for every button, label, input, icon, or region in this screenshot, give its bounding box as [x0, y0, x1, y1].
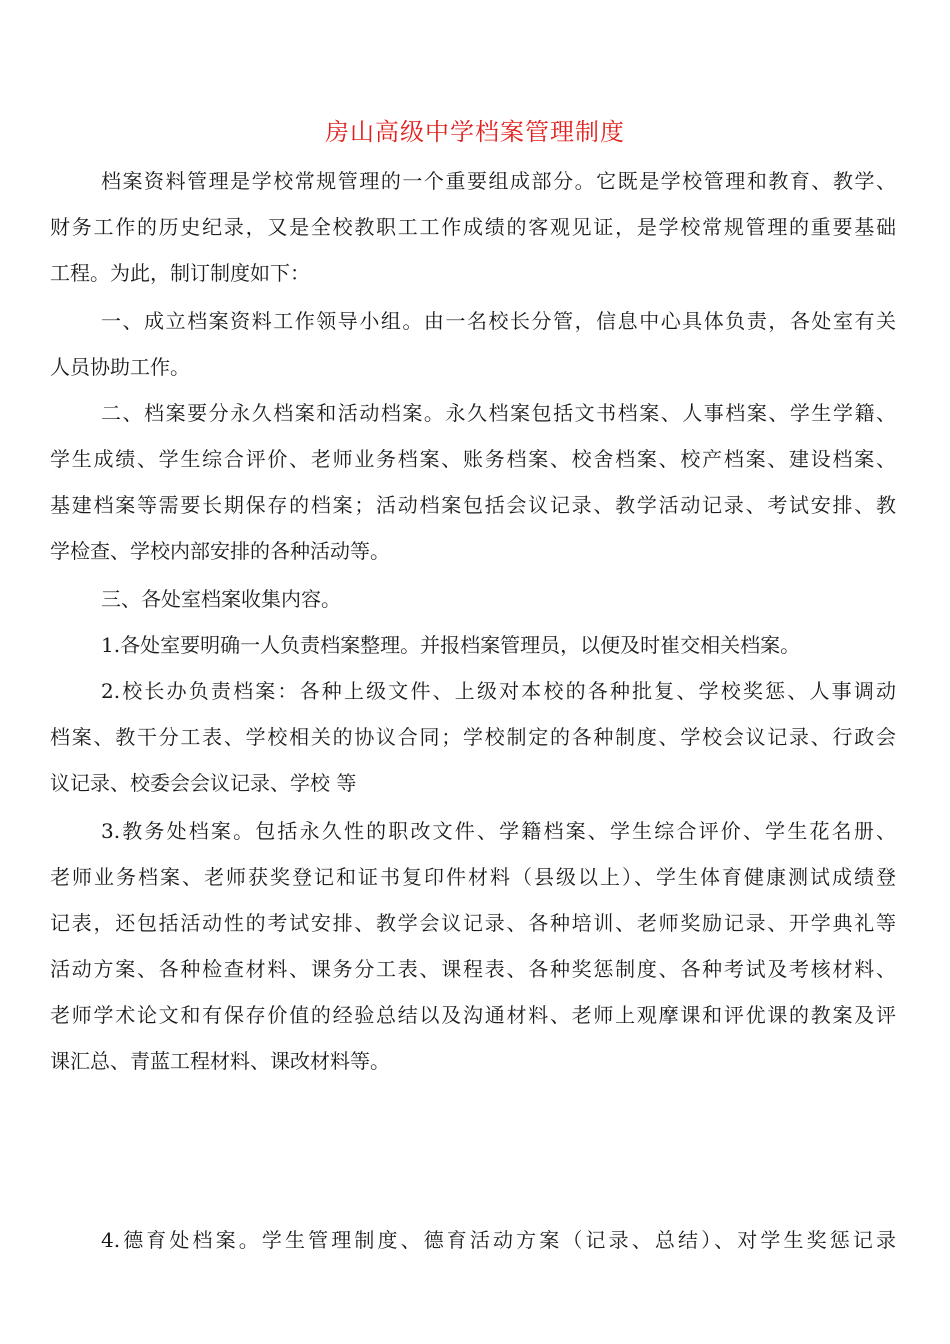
- paragraph-line: 学生成绩、学生综合评价、老师业务档案、账务档案、校舍档案、校产档案、建设档案、: [50, 447, 896, 471]
- paragraph-line: 老师业务档案、老师获奖登记和证书复印件材料（县级以上）、学生体育健康测试成绩登: [50, 865, 896, 889]
- paragraph-line: 财务工作的历史纪录，又是全校教职工工作成绩的客观见证，是学校常规管理的重要基础: [50, 215, 896, 239]
- paragraph-line: 活动方案、各种检查材料、课务分工表、课程表、各种奖惩制度、各种考试及考核材料、: [50, 957, 896, 981]
- paragraph-line: 一、成立档案资料工作领导小组。由一名校长分管，信息中心具体负责，各处室有关: [101, 309, 896, 333]
- paragraph-line: 3.教务处档案。包括永久性的职改文件、学籍档案、学生综合评价、学生花名册、: [101, 819, 896, 843]
- paragraph-line: 档案资料管理是学校常规管理的一个重要组成部分。它既是学校管理和教育、教学、: [101, 169, 896, 193]
- document-title: 房山高级中学档案管理制度: [325, 118, 625, 146]
- paragraph-line: 学检查、学校内部安排的各种活动等。: [50, 539, 390, 563]
- paragraph-line: 人员协助工作。: [50, 355, 190, 379]
- paragraph-line: 4.德育处档案。学生管理制度、德育活动方案（记录、总结）、对学生奖惩记录: [101, 1228, 896, 1252]
- paragraph-line: 2.校长办负责档案：各种上级文件、上级对本校的各种批复、学校奖惩、人事调动: [101, 679, 896, 703]
- paragraph-line: 记表，还包括活动性的考试安排、教学会议记录、各种培训、老师奖励记录、开学典礼等: [50, 911, 896, 935]
- paragraph-line: 工程。为此，制订制度如下：: [50, 261, 310, 285]
- paragraph-line: 档案、教干分工表、学校相关的协议合同；学校制定的各种制度、学校会议记录、行政会: [50, 725, 896, 749]
- paragraph-line: 课汇总、青蓝工程材料、课改材料等。: [50, 1049, 390, 1073]
- paragraph-line: 1.各处室要明确一人负责档案整理。并报档案管理员，以便及时崔交相关档案。: [101, 633, 801, 657]
- paragraph-line: 基建档案等需要长期保存的档案；活动档案包括会议记录、教学活动记录、考试安排、教: [50, 493, 896, 517]
- paragraph-line: 老师学术论文和有保存价值的经验总结以及沟通材料、老师上观摩课和评优课的教案及评: [50, 1003, 896, 1027]
- paragraph-line: 二、档案要分永久档案和活动档案。永久档案包括文书档案、人事档案、学生学籍、: [101, 401, 896, 425]
- section-heading: 三、各处室档案收集内容。: [101, 587, 341, 611]
- paragraph-line: 议记录、校委会会议记录、学校 等: [50, 771, 357, 795]
